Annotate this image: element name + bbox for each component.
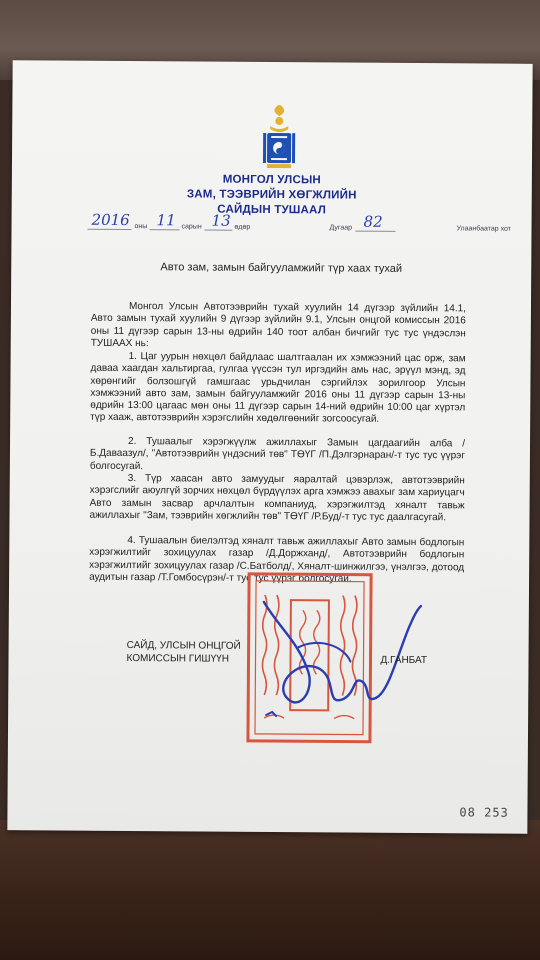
order-item-1: 1. Цаг уурын нөхцөл байдлаас шалтгаалан их хэмжээний цас орж, зам даваа хаагдан хальтиргаа, гулгаа үүссэн тул иргэдийн амь нас, эрүүл мэнд, эд хөрөнгийг болзошгүй гамшгаас урьдчилан сэргийлэх зорилгоор Улсын хэмжээний авто зам, замын байгууламжийг 2016 оны 11 дүгээр сарын 13-ны өдрийн 13:00 цагаас мөн оны 11 дүгээр сарын 14-ний өдрийн 10:00 цаг хүртэл түр хааж, автотээврийн хэрэгслийн хөдөлгөөнийг зогсоосугай. — [90, 351, 466, 426]
header-ministry: ЗАМ, ТЭЭВРИЙН ХӨГЖЛИЙН — [186, 188, 357, 202]
signatory-title-line2: КОМИССЫН ГИШҮҮН — [126, 653, 229, 665]
date-month-line — [150, 229, 180, 230]
state-emblem-icon — [255, 102, 303, 170]
order-number-label: Дугаар — [329, 224, 353, 232]
date-day: 13 — [211, 211, 231, 230]
header-order-title: САЙДЫН ТУШААЛ — [217, 203, 327, 217]
date-month-suffix: сарын — [181, 223, 202, 231]
order-preamble: Монгол Улсын Автотээврийн тухай хуулийн 14 дүгээр зүйлийн 14.1, Авто замын тухай хуулийн 9 дүгээр зүйлийн 9.1, Улсын онцгой комиссын 2016 оны 11 дүгээр сарын 13-ны өдрийн 140 тоот албан бичгийг тус тус үндэслэн ТУШААХ нь: — [90, 301, 467, 350]
order-item-3: 3. Түр хаасан авто замуудыг яаралтай цэвэрлэж, автотээврийн хэрэгслийг аюулгүй зорчих нөхцөл бүрдүүлэх арга хэмжээ авахыг зам хариуцагч Авто замын засвар арчлалтын компаниуд, хэрэгжилтэд хяналт тавьж ажиллахыг "Зам, тээврийн хөгжлийн төв" ТӨҮГ /Р.Буд/-т тус тус даалгасугай. — [89, 473, 465, 524]
document-page — [7, 60, 532, 834]
desk-background-bottom — [0, 820, 540, 960]
city-label: Улаанбаатар хот — [456, 225, 511, 233]
document-reference-number: 08 253 — [459, 805, 509, 820]
order-number-line — [356, 231, 396, 232]
date-year-suffix: оны — [134, 223, 148, 231]
date-year-line — [88, 229, 132, 230]
order-subject: Авто зам, замын байгууламжийг түр хаах тухай — [160, 261, 403, 275]
signatory-title — [126, 639, 240, 666]
order-item-2: 2. Тушаалыг хэрэгжүүлж ажиллахыг Замын цагдаагийн алба /Б.Даваазул/, "Автотээврийн үндэсний төв" ТӨҮГ /П.Дэлгэрнаран/-т тус тус үүрэг болгосугай. — [89, 436, 466, 472]
date-month: 11 — [156, 211, 176, 230]
signatory-name: Д.ГАНБАТ — [380, 654, 428, 667]
header-country: МОНГОЛ УЛСЫН — [222, 173, 321, 187]
date-day-suffix: өдөр — [234, 223, 251, 231]
date-year: 2016 — [91, 210, 130, 230]
date-day-line — [205, 230, 233, 231]
order-item-4: 4. Тушаалын биелэлтэд хяналт тавьж ажиллахыг Авто замын бодлогын хэрэгжилтийг зохицуулах газар /Д.Доржханд/, Автотээврийн бодлогын хэрэгжилтийг зохицуулах газар /С.Батболд/, Хяналт-шинжилгээ, үнэлгээ, дотоод аудитын газар /Т.Гомбосүрэн/-т тус тус үүрэг болгосугай. — [89, 535, 465, 585]
signatory-title-line1: САЙД, УЛСЫН ОНЦГОЙ — [126, 640, 241, 652]
order-number: 82 — [363, 212, 383, 231]
